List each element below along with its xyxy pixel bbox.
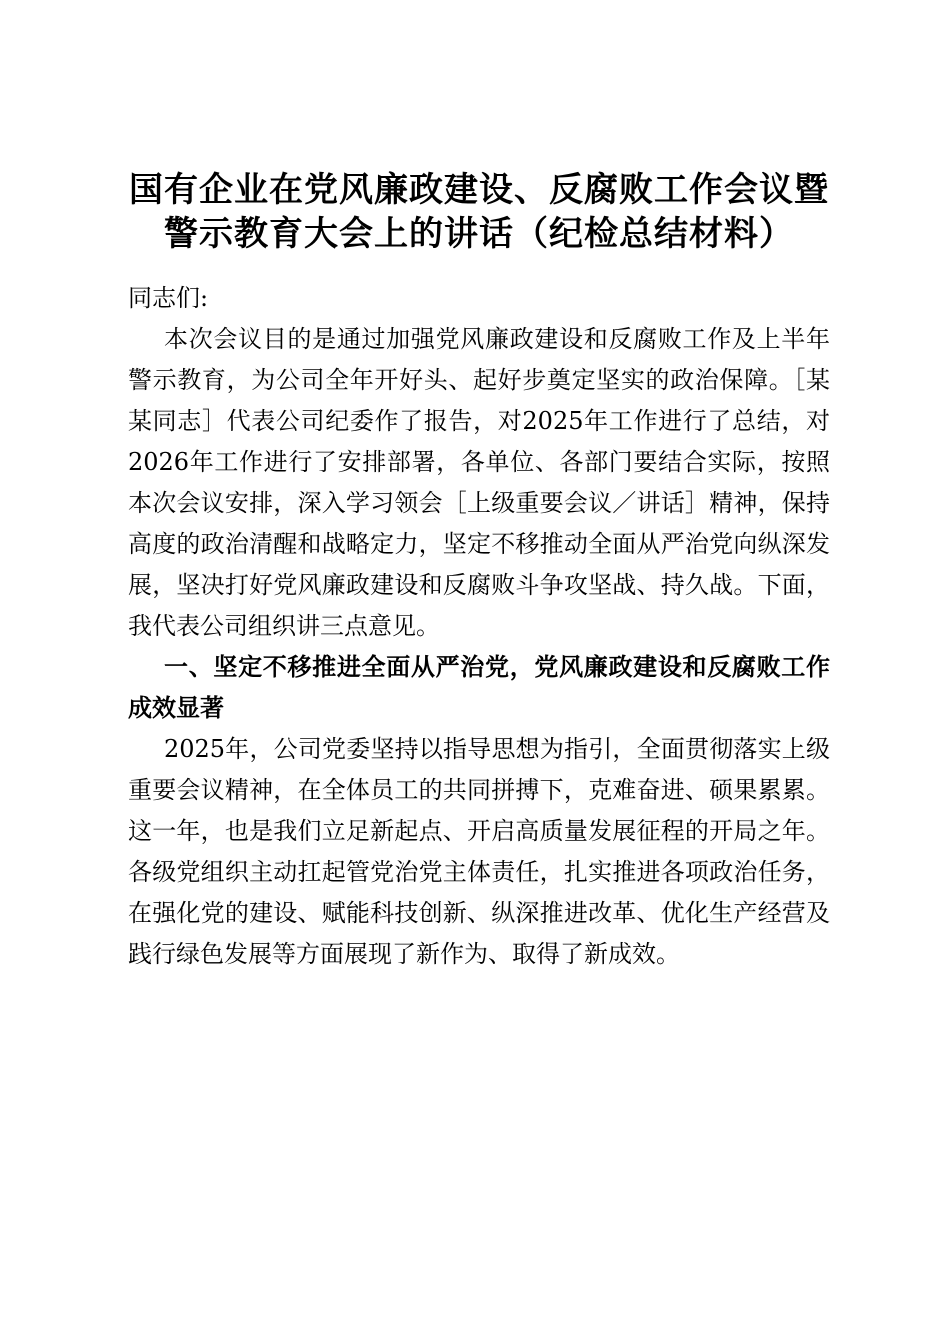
section-1-heading: 一、坚定不移推进全面从严治党，党风廉政建设和反腐败工作成效显著 — [128, 653, 830, 722]
section-1-paragraph: 2025年，公司党委坚持以指导思想为指引，全面贯彻落实上级重要会议精神，在全体员工的共同拼搏下，克难奋进、硕果累累。这一年，也是我们立足新起点、开启高质量发展征程的开局之年。各级党组织主动扛起管党治党主体责任，扎实推进各项政治任务，在强化党的建设、赋能科技创新、纵深推进改革、优化生产经营及践行绿色发展等方面展现了新作为、取得了新成效。 — [128, 735, 830, 968]
document-title — [128, 168, 830, 256]
title-line-2: 警示教育大会上的讲话（纪检总结材料） — [164, 214, 794, 254]
title-line-1: 国有企业在党风廉政建设、反腐败工作会议暨 — [129, 170, 829, 210]
document-page — [128, 168, 830, 975]
salutation: 同志们: — [128, 284, 209, 312]
intro-paragraph: 本次会议目的是通过加强党风廉政建设和反腐败工作及上半年警示教育，为公司全年开好头、起好步奠定坚实的政治保障。［某某同志］代表公司纪委作了报告，对2025年工作进行了总结，对2026年工作进行了安排部署，各单位、各部门要结合实际，按照本次会议安排，深入学习领会［上级重要会议／讲话］精神，保持高度的政治清醒和战略定力，坚定不移推动全面从严治党向纵深发展，坚决打好党风廉政建设和反腐败斗争攻坚战、持久战。下面，我代表公司组织讲三点意见。 — [128, 325, 830, 640]
